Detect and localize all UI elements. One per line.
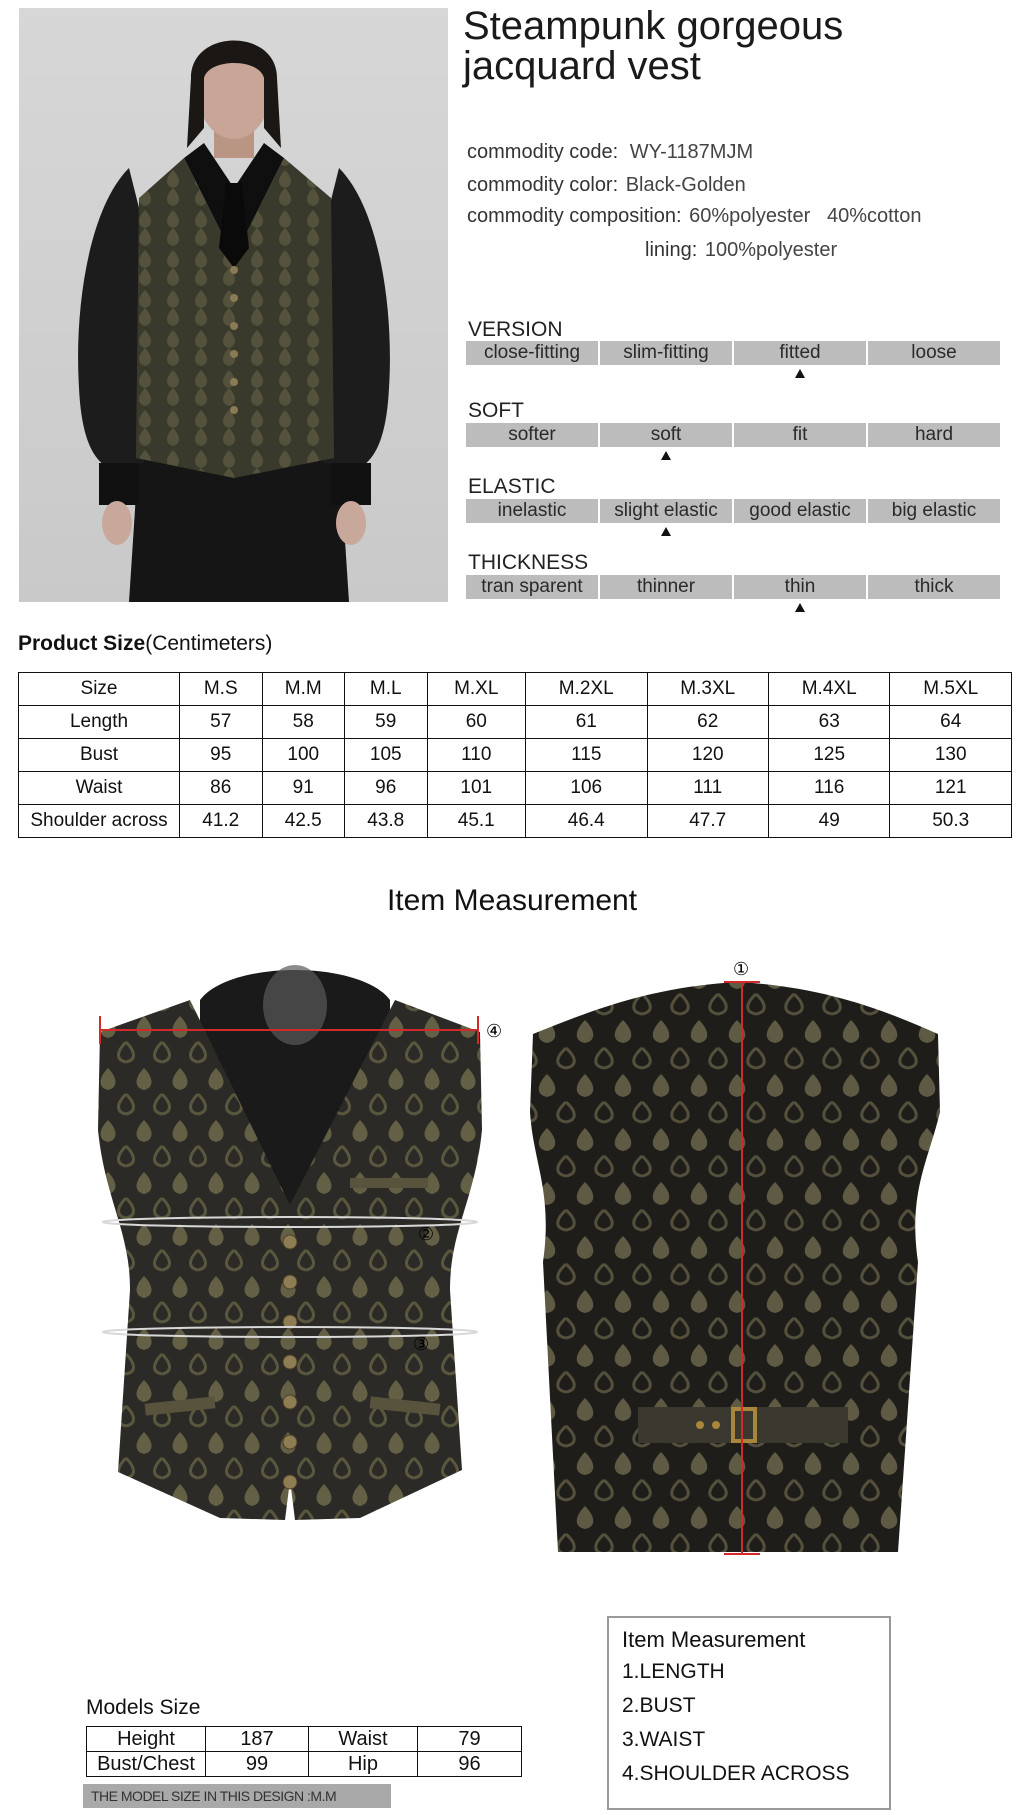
table-cell: M.S — [180, 673, 263, 706]
table-cell: 61 — [526, 706, 647, 739]
table-row — [87, 1727, 522, 1752]
marker-length: ① — [733, 959, 750, 979]
legend-title: Item Measurement — [622, 1627, 806, 1652]
attr-soft-title: SOFT — [468, 399, 524, 422]
table-cell: Waist — [309, 1727, 418, 1752]
legend-item: 3.WAIST — [622, 1728, 706, 1751]
table-cell: 86 — [180, 772, 263, 805]
vest-back-illustration — [528, 959, 948, 1572]
table-cell: 115 — [526, 739, 647, 772]
table-cell: M.5XL — [890, 673, 1012, 706]
legend-item: 4.SHOULDER ACROSS — [622, 1762, 850, 1785]
vest-front-illustration — [90, 960, 510, 1580]
spec-value: 100%polyester — [704, 239, 838, 261]
table-cell: M.L — [345, 673, 428, 706]
table-cell: 116 — [768, 772, 889, 805]
spec-label: commodity color: — [467, 174, 619, 196]
table-cell: 100 — [262, 739, 345, 772]
attr-elastic-bar — [466, 499, 1000, 523]
table-cell: 57 — [180, 706, 263, 739]
table-cell: 125 — [768, 739, 889, 772]
spec-lining — [645, 239, 837, 262]
table-cell: 47.7 — [647, 805, 768, 838]
spec-commodity-composition — [467, 205, 921, 228]
table-row — [87, 1752, 522, 1777]
size-table-header — [19, 673, 1012, 706]
size-table — [18, 672, 1012, 838]
table-cell: 105 — [345, 739, 428, 772]
table-cell: 106 — [526, 772, 647, 805]
attr-option-selected: slight elastic — [600, 499, 732, 523]
spec-value: Black-Golden — [625, 174, 746, 196]
attr-option: loose — [868, 341, 1000, 365]
table-cell: Shoulder across — [19, 805, 180, 838]
table-row — [19, 772, 1012, 805]
table-cell: 58 — [262, 706, 345, 739]
attr-option: good elastic — [734, 499, 866, 523]
table-cell: 96 — [345, 772, 428, 805]
table-cell: 187 — [206, 1727, 309, 1752]
attr-thickness-title: THICKNESS — [468, 551, 589, 574]
table-cell: 111 — [647, 772, 768, 805]
table-cell: 63 — [768, 706, 889, 739]
table-cell: M.M — [262, 673, 345, 706]
table-cell: 50.3 — [890, 805, 1012, 838]
table-cell: M.3XL — [647, 673, 768, 706]
table-cell: 121 — [890, 772, 1012, 805]
table-cell: M.2XL — [526, 673, 647, 706]
attr-thickness-bar — [466, 575, 1000, 599]
table-row — [19, 739, 1012, 772]
table-cell: Size — [19, 673, 180, 706]
table-cell: 42.5 — [262, 805, 345, 838]
attr-option: close-fitting — [466, 341, 598, 365]
attr-option: slim-fitting — [600, 341, 732, 365]
legend-item: 2.BUST — [622, 1694, 696, 1717]
table-cell: 95 — [180, 739, 263, 772]
attr-option: thinner — [600, 575, 732, 599]
size-heading-unit: (Centimeters) — [145, 632, 273, 655]
spec-label: commodity composition: — [467, 205, 682, 227]
marker-bust: ② — [418, 1224, 435, 1244]
table-cell: 64 — [890, 706, 1012, 739]
table-cell: 62 — [647, 706, 768, 739]
attr-option: thick — [868, 575, 1000, 599]
legend-item: 1.LENGTH — [622, 1660, 725, 1683]
table-cell: Height — [87, 1727, 206, 1752]
table-cell: 60 — [427, 706, 526, 739]
size-heading-bold: Product Size — [18, 632, 146, 655]
spec-commodity-color — [467, 174, 746, 197]
table-cell: Bust/Chest — [87, 1752, 206, 1777]
models-size-table — [86, 1726, 522, 1777]
model-size-note: THE MODEL SIZE IN THIS DESIGN :M.M — [83, 1784, 391, 1808]
product-title-line1: Steampunk gorgeous — [463, 4, 844, 48]
table-cell: Length — [19, 706, 180, 739]
attr-option: inelastic — [466, 499, 598, 523]
marker-shoulder: ④ — [486, 1021, 503, 1041]
size-heading — [18, 632, 272, 656]
attr-option: softer — [466, 423, 598, 447]
table-cell: 101 — [427, 772, 526, 805]
table-cell: Bust — [19, 739, 180, 772]
spec-value: WY-1187MJM — [629, 141, 754, 163]
attr-elastic-title: ELASTIC — [468, 475, 556, 498]
table-row — [19, 706, 1012, 739]
attr-option-selected: soft — [600, 423, 732, 447]
marker-waist: ③ — [413, 1334, 430, 1354]
attr-option: tran sparent — [466, 575, 598, 599]
attr-soft-bar — [466, 423, 1000, 447]
table-cell: 46.4 — [526, 805, 647, 838]
table-cell: 43.8 — [345, 805, 428, 838]
attr-version-title: VERSION — [468, 318, 563, 341]
spec-label: commodity code: — [467, 141, 619, 163]
item-measurement-title: Item Measurement — [386, 884, 638, 917]
attr-option: big elastic — [868, 499, 1000, 523]
table-cell: 49 — [768, 805, 889, 838]
table-cell: M.4XL — [768, 673, 889, 706]
attr-option: hard — [868, 423, 1000, 447]
spec-commodity-code — [467, 141, 753, 164]
table-cell: 130 — [890, 739, 1012, 772]
table-cell: M.XL — [427, 673, 526, 706]
model-photo — [19, 8, 448, 602]
table-cell: 91 — [262, 772, 345, 805]
attr-option-selected: thin — [734, 575, 866, 599]
table-cell: Waist — [19, 772, 180, 805]
table-cell: 59 — [345, 706, 428, 739]
spec-label: lining: — [645, 239, 698, 261]
table-cell: 41.2 — [180, 805, 263, 838]
table-cell: 45.1 — [427, 805, 526, 838]
table-cell: 99 — [206, 1752, 309, 1777]
table-cell: 96 — [418, 1752, 522, 1777]
table-cell: 79 — [418, 1727, 522, 1752]
product-title — [463, 6, 1003, 86]
table-row — [19, 805, 1012, 838]
attr-version-bar — [466, 341, 1000, 365]
table-cell: Hip — [309, 1752, 418, 1777]
spec-value: 60%polyester 40%cotton — [689, 205, 922, 227]
attr-option-selected: fitted — [734, 341, 866, 365]
table-cell: 110 — [427, 739, 526, 772]
attr-option: fit — [734, 423, 866, 447]
product-title-line2: jacquard vest — [463, 44, 701, 88]
table-cell: 120 — [647, 739, 768, 772]
models-size-title: Models Size — [86, 1696, 201, 1719]
